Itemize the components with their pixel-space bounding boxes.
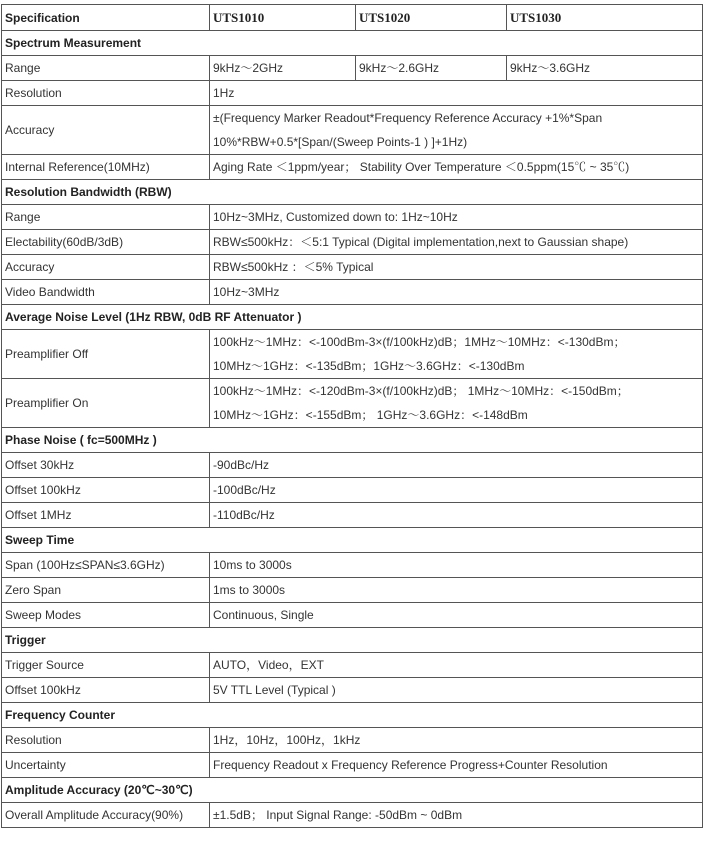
spec-value-line: 1ms to 3000s	[213, 583, 286, 597]
spec-value-line: -100dBc/Hz	[213, 483, 276, 497]
spec-value: 9kHz～3.6GHz	[507, 56, 703, 81]
spec-value	[210, 678, 703, 703]
spec-value	[210, 728, 703, 753]
spec-label: Overall Amplitude Accuracy(90%)	[2, 803, 210, 828]
spec-value-line: 10%*RBW+0.5*[Span/(Sweep Points-1 ) ]+1Hz)	[213, 135, 468, 149]
section-title: Spectrum Measurement	[2, 31, 703, 56]
spec-row	[2, 503, 703, 528]
spec-label: Accuracy	[2, 106, 210, 155]
spec-value	[210, 280, 703, 305]
spec-row	[2, 803, 703, 828]
section-title: Phase Noise ( fc=500MHz )	[2, 428, 703, 453]
section-title: Amplitude Accuracy (20℃~30℃)	[2, 778, 703, 803]
spec-row	[2, 753, 703, 778]
spec-value-line: 100kHz～1MHz：<-100dBm-3×(f/100kHz)dB；1MHz～10MHz：<-130dBm；	[213, 335, 626, 349]
spec-label: Offset 30kHz	[2, 453, 210, 478]
spec-label: Preamplifier On	[2, 379, 210, 428]
spec-value-line: 1Hz	[213, 86, 235, 100]
spec-label: Range	[2, 56, 210, 81]
spec-value	[210, 578, 703, 603]
spec-value	[210, 81, 703, 106]
spec-value-line: Aging Rate ＜1ppm/year； Stability Over Temperature ＜0.5ppm(15℃ ~ 35℃)	[213, 160, 630, 174]
spec-label: Trigger Source	[2, 653, 210, 678]
spec-label: Electability(60dB/3dB)	[2, 230, 210, 255]
spec-value-line: Frequency Readout x Frequency Reference Progress+Counter Resolution	[213, 758, 608, 772]
spec-value-line: 10Hz~3MHz, Customized down to: 1Hz~10Hz	[213, 210, 458, 224]
section-header-row	[2, 778, 703, 803]
spec-value	[210, 106, 703, 155]
model-uts1020: UTS1020	[356, 5, 507, 31]
spec-value-line: RBW≤500kHz：＜5:1 Typical (Digital implementation,next to Gaussian shape)	[213, 235, 629, 249]
spec-label: Zero Span	[2, 578, 210, 603]
spec-label: Range	[2, 205, 210, 230]
section-header-row	[2, 528, 703, 553]
spec-value	[210, 478, 703, 503]
spec-row	[2, 578, 703, 603]
spec-value	[210, 205, 703, 230]
spec-value	[210, 503, 703, 528]
spec-row	[2, 653, 703, 678]
spec-row	[2, 255, 703, 280]
section-title: Trigger	[2, 628, 703, 653]
section-header-row	[2, 305, 703, 330]
spec-label: Preamplifier Off	[2, 330, 210, 379]
spec-value	[210, 453, 703, 478]
spec-row	[2, 280, 703, 305]
model-uts1030: UTS1030	[507, 5, 703, 31]
spec-value-line: 10MHz～1GHz：<-155dBm； 1GHz～3.6GHz：<-148dBm	[213, 408, 528, 422]
spec-row	[2, 603, 703, 628]
spec-value	[210, 155, 703, 180]
spec-label: Accuracy	[2, 255, 210, 280]
spec-label: Uncertainty	[2, 753, 210, 778]
spec-row	[2, 553, 703, 578]
spec-label: Resolution	[2, 81, 210, 106]
section-header-row	[2, 703, 703, 728]
spec-value: 9kHz～2GHz	[210, 56, 356, 81]
specification-table	[1, 4, 703, 828]
spec-value-line: -110dBc/Hz	[213, 508, 275, 522]
spec-value-line: 10MHz～1GHz：<-135dBm；1GHz～3.6GHz：<-130dBm	[213, 359, 525, 373]
spec-row	[2, 230, 703, 255]
spec-value	[210, 255, 703, 280]
spec-value	[210, 803, 703, 828]
header-label: Specification	[2, 5, 210, 31]
section-title: Average Noise Level (1Hz RBW, 0dB RF Attenuator )	[2, 305, 703, 330]
spec-value	[210, 379, 703, 428]
spec-row	[2, 453, 703, 478]
section-header-row	[2, 428, 703, 453]
header-row	[2, 5, 703, 31]
spec-row	[2, 728, 703, 753]
spec-label: Offset 1MHz	[2, 503, 210, 528]
spec-row	[2, 205, 703, 230]
spec-value-line: ±(Frequency Marker Readout*Frequency Reference Accuracy +1%*Span	[213, 111, 603, 125]
spec-row	[2, 81, 703, 106]
section-header-row	[2, 180, 703, 205]
spec-label: Resolution	[2, 728, 210, 753]
spec-label: Video Bandwidth	[2, 280, 210, 305]
spec-row	[2, 330, 703, 379]
spec-row	[2, 678, 703, 703]
spec-value-line: 100kHz～1MHz：<-120dBm-3×(f/100kHz)dB； 1MHz～10MHz：<-150dBm；	[213, 384, 629, 398]
spec-label: Offset 100kHz	[2, 678, 210, 703]
spec-value-line: 5V TTL Level (Typical )	[213, 683, 336, 697]
spec-value-line: AUTO，Video，EXT	[213, 658, 324, 672]
section-title: Frequency Counter	[2, 703, 703, 728]
spec-value	[210, 230, 703, 255]
spec-value	[210, 553, 703, 578]
spec-value	[210, 603, 703, 628]
spec-row	[2, 106, 703, 155]
spec-row	[2, 478, 703, 503]
spec-value-line: RBW≤500kHz ：＜5% Typical	[213, 260, 374, 274]
model-uts1010: UTS1010	[210, 5, 356, 31]
spec-value	[210, 653, 703, 678]
spec-row	[2, 155, 703, 180]
spec-row	[2, 379, 703, 428]
spec-value-line: -90dBc/Hz	[213, 458, 270, 472]
spec-value-line: ±1.5dB； Input Signal Range: -50dBm ~ 0dBm	[213, 808, 463, 822]
section-title: Resolution Bandwidth (RBW)	[2, 180, 703, 205]
spec-value-line: 10Hz~3MHz	[213, 285, 280, 299]
spec-value: 9kHz～2.6GHz	[356, 56, 507, 81]
spec-value-line: 10ms to 3000s	[213, 558, 292, 572]
section-title: Sweep Time	[2, 528, 703, 553]
spec-label: Span (100Hz≤SPAN≤3.6GHz)	[2, 553, 210, 578]
spec-value	[210, 330, 703, 379]
section-header-row	[2, 628, 703, 653]
spec-value-line: 1Hz，10Hz，100Hz，1kHz	[213, 733, 361, 747]
spec-label: Offset 100kHz	[2, 478, 210, 503]
spec-value	[210, 753, 703, 778]
spec-value-line: Continuous, Single	[213, 608, 314, 622]
section-header-row	[2, 31, 703, 56]
spec-row	[2, 56, 703, 81]
spec-label: Internal Reference(10MHz)	[2, 155, 210, 180]
spec-label: Sweep Modes	[2, 603, 210, 628]
